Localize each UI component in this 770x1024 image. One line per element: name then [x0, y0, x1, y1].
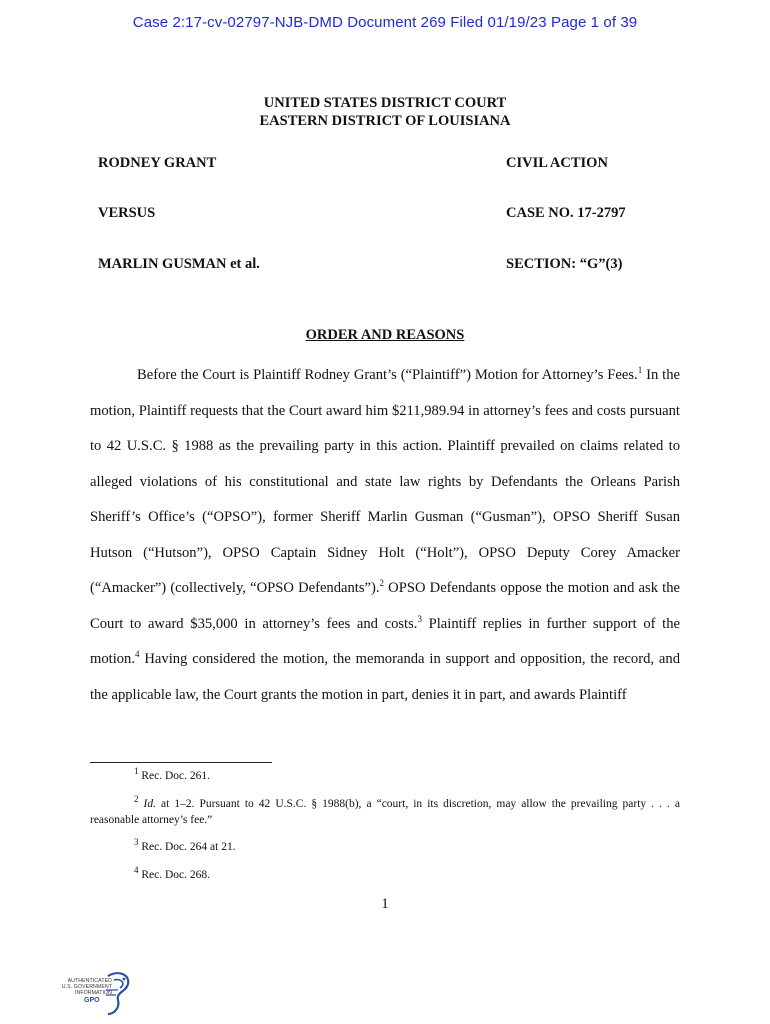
footnote-ref-4: 4: [135, 649, 140, 660]
footnote-number: 3: [134, 837, 139, 848]
gpo-line-2: U.S. GOVERNMENT: [61, 984, 112, 990]
caption-section: SECTION: “G”(3): [506, 256, 623, 272]
footnote-number: 1: [134, 766, 139, 777]
gpo-line-1: AUTHENTICATED: [67, 978, 112, 984]
footnote-ref-3: 3: [417, 613, 422, 624]
caption-defendant: MARLIN GUSMAN et al.: [98, 256, 260, 272]
document-title: ORDER AND REASONS: [305, 327, 465, 343]
gpo-authentication-logo: [42, 970, 142, 1020]
eagle-icon: [104, 970, 134, 1016]
footnote-3: [90, 839, 680, 855]
page-number: 1: [381, 896, 389, 912]
footnote-1: [90, 768, 680, 784]
court-name: UNITED STATES DISTRICT COURT: [263, 95, 507, 111]
caption-versus: VERSUS: [98, 205, 156, 221]
gpo-abbreviation: GPO: [84, 997, 100, 1004]
court-district: EASTERN DISTRICT OF LOUISIANA: [259, 113, 511, 129]
caption-plaintiff: RODNEY GRANT: [98, 155, 217, 171]
footnote-ref-1: 1: [637, 365, 643, 376]
footnote-text: Rec. Doc. 261.: [141, 770, 211, 782]
footnote-number: 2: [134, 794, 139, 805]
footnote-ref-2: 2: [379, 578, 385, 589]
ecf-header-stamp: Case 2:17-cv-02797-NJB-DMD Document 269 Filed 01/19/23 Page 1 of 39: [132, 14, 638, 31]
gpo-line-3: INFORMATION: [74, 990, 112, 996]
body-paragraph: [90, 358, 680, 713]
body-text-3: OPSO Defendants oppose the motion and ask the Court to award $35,000 in attorney’s fees and costs.: [90, 580, 680, 632]
footnote-4: [90, 867, 680, 883]
caption-case-number: CASE NO. 17-2797: [506, 205, 626, 221]
body-text-5: Having considered the motion, the memoranda in support and opposition, the record, and the applicable law, the Court grants the motion in part, denies it in part, and awards Plaintiff: [90, 651, 680, 703]
footnote-text: Rec. Doc. 264 at 21.: [141, 841, 236, 853]
body-text-4: Plaintiff replies in further support of the motion.: [90, 615, 680, 667]
caption-civil-action: CIVIL ACTION: [506, 155, 608, 171]
body-text-1: Before the Court is Plaintiff Rodney Grant’s (“Plaintiff”) Motion for Attorney’s Fees.: [137, 367, 638, 383]
footnote-2: [90, 796, 680, 828]
footnote-text: at 1–2. Pursuant to 42 U.S.C. § 1988(b), a “court, in its discretion, may allow the prevailing party . . . a reasonable attorney’s fee.”: [90, 798, 681, 826]
footnote-number: 4: [134, 865, 139, 876]
footnote-divider: [90, 762, 272, 763]
body-text-2: In the motion, Plaintiff requests that the Court award him $211,989.94 in attorney’s fees and costs pursuant to 42 U.S.C. § 1988 as the prevailing party in this action. Plaintiff prevailed on claims related to alleged violations of his constitutional and state law rights by Defendants the Orleans Parish Sheriff’s Office’s (“OPSO”), former Sheriff Marlin Gusman (“Gusman”), OPSO Sheriff Susan Hutson (“Hutson”), OPSO Captain Sidney Holt (“Holt”), OPSO Deputy Corey Amacker (“Amacker”) (collectively, “OPSO Defendants”).: [90, 367, 680, 596]
court-heading: [0, 94, 770, 130]
footnote-id-citation: Id.: [143, 798, 157, 810]
gpo-logo-text: [42, 978, 112, 996]
footnote-text: Rec. Doc. 268.: [141, 869, 211, 881]
